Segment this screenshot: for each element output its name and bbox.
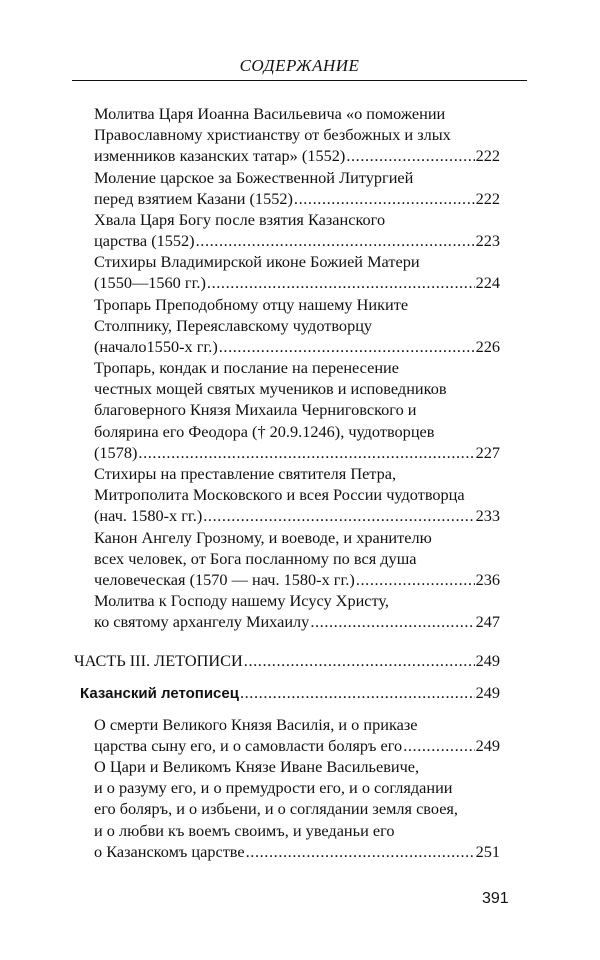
entry-last-line [74, 650, 500, 671]
entry-line: Митрополита Московского и всея России чудотворца [94, 485, 465, 505]
entry-line: благоверного Князя Михаила Черниговского и [94, 400, 417, 420]
dot-leader [346, 145, 474, 166]
entry-line: Хвала Царя Богу после взятия Казанского [94, 210, 386, 229]
entry-text: ко святому архангелу Михаилу [94, 612, 310, 632]
entry-line: О Цари и Великомъ Князе Иване Васильевиче, [94, 757, 420, 776]
toc-section-entry[interactable] [80, 682, 500, 703]
entry-line: Столпнику, Переяславскому чудотворцу [94, 316, 373, 336]
entry-line: Моление царское за Божественной Литургией [94, 168, 414, 187]
entry-text: о Казанскомъ царстве [94, 841, 245, 861]
toc-entry[interactable] [94, 756, 500, 862]
page-number: 247 [475, 612, 500, 632]
folio-page-number: 391 [482, 890, 509, 907]
entry-line: Тропарь Преподобному отцу нашему Никите [94, 295, 409, 314]
entry-last-line [94, 188, 500, 209]
entry-line: Молитва к Господу нашему Исусу Христу, [94, 591, 389, 610]
dot-leader [403, 735, 474, 756]
page-number: 222 [475, 189, 500, 209]
entry-last-line [80, 682, 500, 703]
entry-text: человеческая (1570 — нач. 1580-х гг.) [94, 570, 355, 590]
page-number: 249 [475, 651, 500, 670]
entry-last-line [94, 569, 500, 590]
entry-last-line [94, 505, 500, 526]
page-number: 233 [475, 506, 500, 526]
toc-entry[interactable] [94, 463, 500, 527]
entry-last-line [94, 442, 500, 463]
dot-leader [244, 650, 475, 671]
toc-entry[interactable] [94, 357, 500, 463]
entry-line: болярина его Феодора († 20.9.1246), чудотворцев [94, 421, 435, 441]
entry-line: О смерти Великого Князя Василія, и о приказе [94, 715, 418, 734]
toc-part-entry[interactable] [74, 650, 500, 671]
toc-entry[interactable] [94, 251, 500, 293]
header-rule [72, 80, 527, 81]
entry-line: честных мощей святых мучеников и исповедников [94, 379, 447, 399]
page-number: 249 [475, 683, 500, 702]
entry-text: изменников казанских татар» (1552) [94, 146, 346, 166]
page-number: 236 [475, 570, 500, 590]
entry-text: (начало1550-х гг.) [94, 337, 218, 357]
running-header: СОДЕРЖАНИЕ [239, 56, 360, 75]
entry-line: Тропарь, кондак и послание на перенесение [94, 358, 399, 377]
toc-entry[interactable] [94, 167, 500, 209]
entry-text: царства сыну его, и о самовласти боляръ его [94, 736, 403, 756]
entry-text: (нач. 1580-х гг.) [94, 506, 203, 526]
entry-last-line [94, 611, 500, 632]
page-number: 249 [475, 736, 500, 756]
entry-line: и о любви къ воемъ своимъ, и уведаньи его [94, 820, 395, 840]
part-title: ЧАСТЬ III. ЛЕТОПИСИ [74, 651, 243, 670]
toc-entry[interactable] [94, 714, 500, 756]
dot-leader [219, 336, 475, 357]
entry-line: и о разуму его, и о премудрости его, и о соглядании [94, 778, 453, 798]
entry-line: Православному христианству от безбожных и злых [94, 125, 451, 145]
toc-entry[interactable] [94, 590, 500, 632]
toc-entry[interactable] [94, 103, 500, 167]
entry-line: Стихиры на преставление святителя Петра, [94, 464, 397, 483]
entry-last-line [94, 735, 500, 756]
entry-last-line [94, 145, 500, 166]
page-number: 251 [475, 841, 500, 861]
toc-entry[interactable] [94, 209, 500, 251]
dot-leader [240, 682, 475, 703]
entry-line: его боляръ, и о избьени, и о соглядании земля своея, [94, 799, 458, 819]
entry-text: царства (1552) [94, 231, 195, 251]
toc-entry[interactable] [94, 527, 500, 591]
entry-last-line [94, 841, 500, 862]
dot-leader [246, 841, 475, 862]
dot-leader [207, 272, 475, 293]
entry-line: Канон Ангелу Грозному, и воеводе, и хранителю [94, 528, 432, 547]
entry-text: (1550—1560 гг.) [94, 273, 206, 293]
entry-line: Молитва Царя Иоанна Васильевича «о поможении [94, 104, 446, 123]
entry-text: перед взятием Казани (1552) [94, 189, 293, 209]
page-number: 226 [475, 337, 500, 357]
dot-leader [138, 442, 474, 463]
page-number: 222 [475, 146, 500, 166]
toc-entry[interactable] [94, 294, 500, 358]
dot-leader [294, 188, 475, 209]
page-number: 227 [475, 442, 500, 462]
dot-leader [310, 611, 474, 632]
dot-leader [356, 569, 475, 590]
entry-line: всех человек, от Бога посланному по вся душа [94, 549, 417, 569]
entry-line: Стихиры Владимирской иконе Божией Матери [94, 252, 420, 271]
entry-last-line [94, 230, 500, 251]
dot-leader [196, 230, 475, 251]
entry-text: (1578) [94, 442, 138, 462]
entry-last-line [94, 272, 500, 293]
dot-leader [203, 505, 474, 526]
page-number: 224 [475, 273, 500, 293]
entry-last-line [94, 336, 500, 357]
section-title: Казанский летописец [80, 685, 239, 702]
page-number: 223 [475, 231, 500, 251]
